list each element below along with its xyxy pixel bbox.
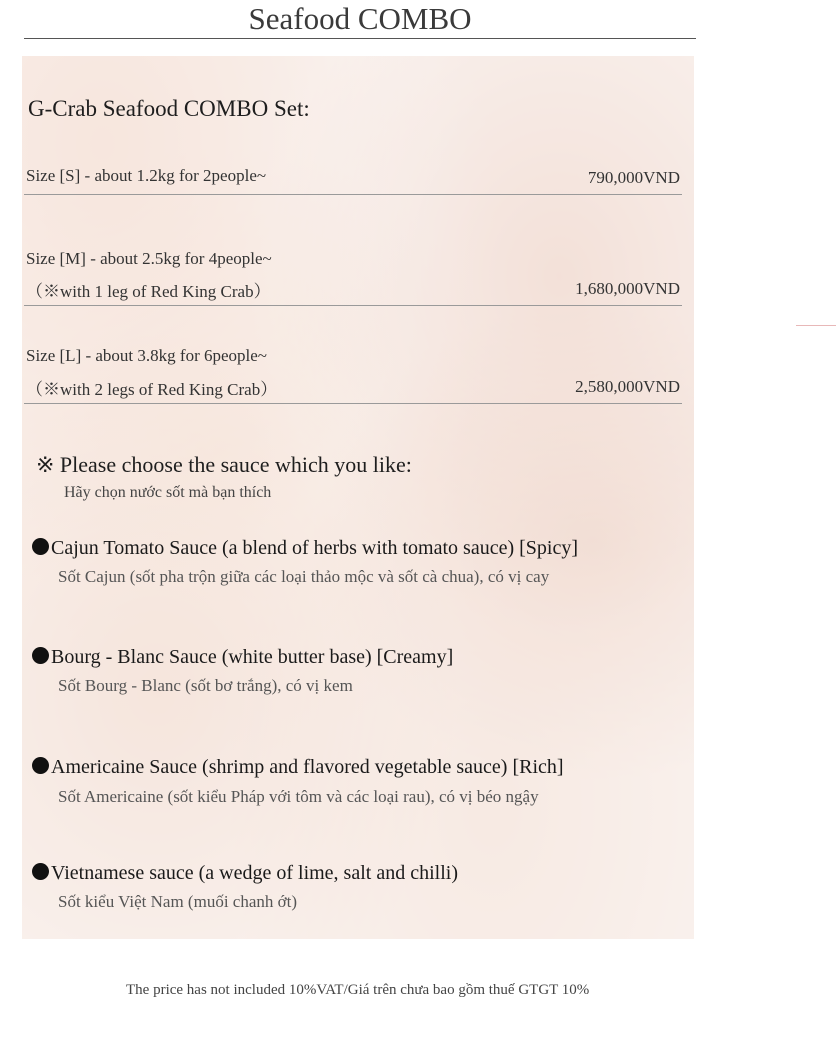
sauce-name: Vietnamese sauce (a wedge of lime, salt and chilli) [51,862,458,884]
sauce-item-bourg-blanc [32,646,453,669]
size-l-note: （※with 2 legs of Red King Crab） [26,380,278,399]
bullet-icon [32,757,49,774]
sauce-item-vietnamese [32,862,458,885]
bullet-icon [32,863,49,880]
page-title: Seafood COMBO [248,1,472,36]
size-s-divider [24,194,682,195]
size-l-description: Size [L] - about 3.8kg for 6people~ [26,346,267,365]
sauce-name: Bourg - Blanc Sauce (white butter base) [Creamy] [51,646,454,668]
size-s-description: Size [S] - about 1.2kg for 2people~ [26,166,267,185]
size-m-description: Size [M] - about 2.5kg for 4people~ [26,249,272,268]
sauce-subheading: Hãy chọn nước sốt mà bạn thích [64,484,272,501]
combo-set-heading: G-Crab Seafood COMBO Set: [28,96,310,121]
size-s-price: 790,000VND [587,168,680,187]
sauce-item-americaine [32,756,564,779]
sauce-heading: ※ Please choose the sauce which you like: [36,452,412,477]
sauce-item-cajun-vn: Sốt Cajun (sốt pha trộn giữa các loại thảo mộc và sốt cà chua), có vị cay [58,567,550,586]
size-m-note: （※with 1 leg of Red King Crab） [26,282,271,301]
menu-panel [22,56,694,939]
edge-mark [796,325,836,326]
size-m-price: 1,680,000VND [575,279,680,298]
sauce-item-vietnamese-vn: Sốt kiểu Việt Nam (muối chanh ớt) [58,892,298,911]
size-m-divider [24,305,682,306]
title-divider [24,38,696,39]
sauce-item-bourg-blanc-vn: Sốt Bourg - Blanc (sốt bơ trắng), có vị kem [58,676,353,695]
size-l-divider [24,403,682,404]
vat-note: The price has not included 10%VAT/Giá trên chưa bao gồm thuế GTGT 10% [126,982,590,998]
bullet-icon [32,538,49,555]
sauce-name: Americaine Sauce (shrimp and flavored vegetable sauce) [Rich] [51,756,564,778]
size-l-price: 2,580,000VND [575,377,680,396]
sauce-item-cajun [32,537,578,560]
bullet-icon [32,647,49,664]
sauce-item-americaine-vn: Sốt Americaine (sốt kiểu Pháp với tôm và các loại rau), có vị béo ngậy [58,787,539,806]
sauce-name: Cajun Tomato Sauce (a blend of herbs with tomato sauce) [Spicy] [51,537,578,559]
